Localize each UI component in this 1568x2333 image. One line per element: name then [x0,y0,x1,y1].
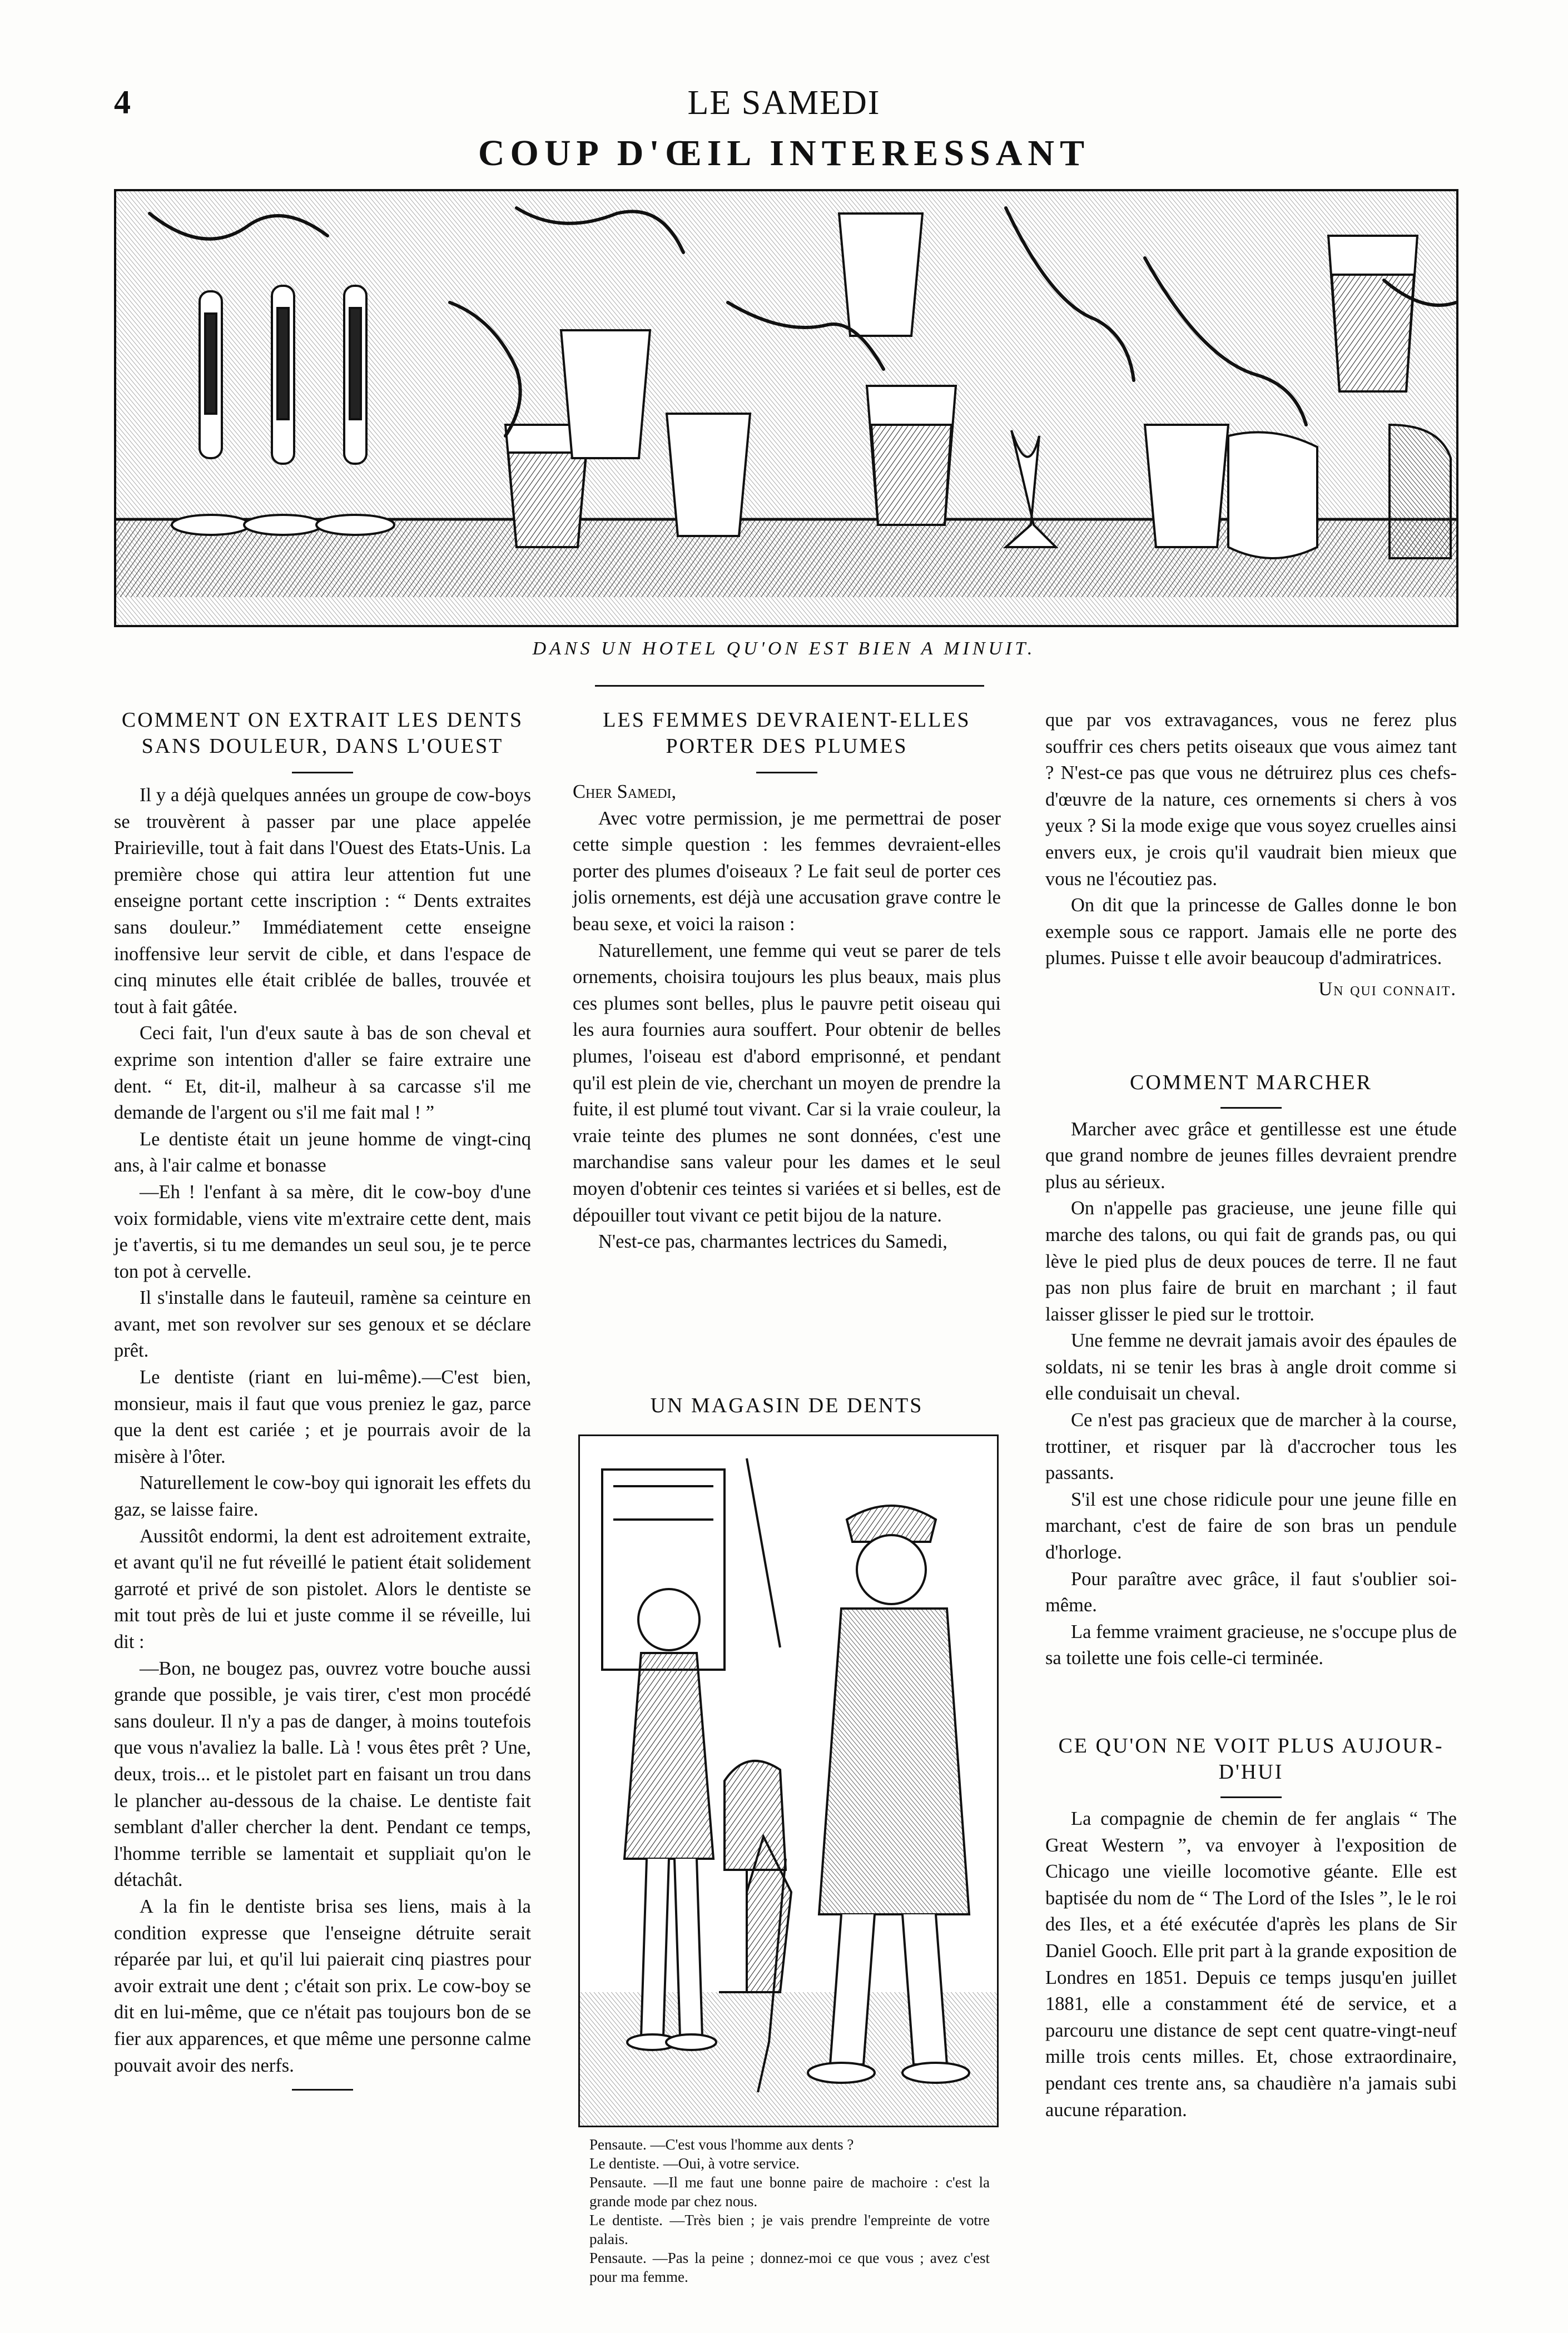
caption-rule [595,685,984,687]
page-number: 4 [114,84,131,121]
article-title-dentist-line1: COMMENT ON EXTRAIT LES DENTS [121,708,524,732]
paragraph-continued: que par vos extravagances, vous ne ferez plus souffrir ces chers petits oiseaux que vous aimez tant ? N'est-ce pas que vous ne détruirez plus ces chefs-d'œuvre de la nature, ces ornements si chers à vos yeux ? Si la mode exige que vous soyez cruelles ainsi envers eux, je crois qu'il vaudrait bien mieux que vous ne l'écoutiez pas. [1045,709,1457,890]
column-left [114,707,531,2091]
cartoon-title: UN MAGASIN DE DENTS [650,1394,924,1417]
paragraph: Ceci fait, l'un d'eux saute à bas de son cheval et exprime son intention d'aller se faire extraire une dent. “ Et, dit-il, malheur à sa carcasse s'il me demande de l'argent ou s'il me fait mal ! ” [114,1022,531,1124]
bar-scene-drawing [116,191,1456,625]
signature: Un qui connait. [1318,978,1457,1000]
paragraph: Une femme ne devrait jamais avoir des épaules de soldats, ni se tenir les bras à angle droit comme si elle conduisait un cheval. [1045,1330,1457,1404]
dialog-line: Le dentiste. —Oui, à votre service. [589,2155,800,2172]
paragraph: N'est-ce pas, charmantes lectrices du Samedi, [598,1231,947,1253]
paragraph: Le dentiste était un jeune homme de vingt-cinq ans, à l'air calme et bonasse [114,1128,531,1177]
dialog-line: Pensaute. —C'est vous l'homme aux dents ? [589,2136,854,2153]
dialog-line: Le dentiste. —Très bien ; je vais prendre l'empreinte de votre palais. [589,2212,990,2247]
banner-title: COUP D'ŒIL INTERESSANT [478,133,1090,173]
end-rule [292,2089,353,2091]
paragraph: —Eh ! l'enfant à sa mère, dit le cow-boy d'une voix formidable, viens vite m'extraire cette dent, mais je t'avertis, si tu me demandes un seul sou, je te perce ton pot à cervelle. [114,1181,531,1282]
dentist-cartoon-illustration [578,1434,999,2127]
bar-scene-illustration [114,189,1458,627]
paragraph: On dit que la princesse de Galles donne le bon exemple sous ce rapport. Jamais elle ne porte des plumes. Puisse t elle avoir beaucoup d'admiratrices. [1045,895,1457,969]
dialog-line: Pensaute. —Il me faut une bonne paire de machoire : c'est la grande mode par chez nous. [589,2174,990,2210]
paragraph: S'il est une chose ridicule pour une jeune fille en marchant, c'est de faire de son bras un pendule d'horloge. [1045,1488,1457,1563]
article-title-feathers-line1: LES FEMMES DEVRAIENT-ELLES [603,708,971,732]
paragraph: Ce n'est pas gracieux que de marcher à la course, trottiner, et risquer par là d'accrocher tous les passants. [1045,1409,1457,1484]
paragraph: La compagnie de chemin de fer anglais “ The Great Western ”, va envoyer à l'exposition de Chicago une vieille locomotive géante. Elle est baptisée du nom de “ The Lord of the Isles ”, le le roi des Iles, et a été exécutée d'après les plans de Sir Daniel Gooch. Elle prit part à la grande exposition de Londres en 1851. Depuis ce temps jusqu'en juillet 1881, elle a constamment été de service, et a parcouru une distance de sept cent quatre-vingt-neuf mille trois cents milles. Et, chose extraordinaire, pendant ces trente ans, sa chaudière n'a jamais subi aucune réparation. [1045,1808,1457,2121]
article-title-dentist-line2: SANS DOULEUR, DANS L'OUEST [141,734,504,758]
paragraph: Le dentiste (riant en lui-même).—C'est bien, monsieur, mais il faut que vous preniez le gaz, parce que la dent est cariée ; et je pourrais avoir de la misère à l'ôter. [114,1367,531,1467]
paragraph: Marcher avec grâce et gentillesse est une étude que grand nombre de jeunes filles devraient prendre plus au sérieux. [1045,1118,1457,1193]
title-rule [1220,1107,1282,1109]
paragraph: —Bon, ne bougez pas, ouvrez votre bouche aussi grande que possible, je vais tirer, c'est mon procédé sans douleur. Il n'y a pas de danger, à moins toutefois que vous n'avaliez la balle. Là ! vous êtes prêt ? Une, deux, trois... et le pistolet part en faisant un trou dans le plancher au-dessous de la chaise. Le dentiste fait semblant d'aller chercher la dent. Pendant ce temps, l'homme terrible se lamentait et suppliait qu'on le détachât. [114,1657,531,1891]
paragraph: Aussitôt endormi, la dent est adroitement extraite, et avant qu'il ne fut réveillé le patient était solidement garroté et privé de son pistolet. Alors le dentiste se mit tout près de lui et juste comme il se réveille, lui dit : [114,1525,531,1652]
article-title-walking: COMMENT MARCHER [1130,1070,1372,1094]
paragraph: Pour paraître avec grâce, il faut s'oublier soi-même. [1045,1568,1457,1616]
paragraph: Il s'installe dans le fauteuil, ramène sa ceinture en avant, met son revolver sur ses genoux et se déclare prêt. [114,1287,531,1362]
paragraph: La femme vraiment gracieuse, ne s'occupe plus de sa toilette une fois celle-ci terminée. [1045,1621,1457,1669]
dentist-cartoon-drawing [580,1436,997,2126]
paragraph: A la fin le dentiste brisa ses liens, mais à la condition expresse que l'enseigne détruite serait réparée par lui, et qu'il lui paierait cinq piastres pour avoir extrait une dent ; c'était son prix. Le cow-boy se dit en lui-même, que ce n'était pas toujours bon de se fier aux apparences, et que même une personne calme pouvait avoir des nerfs. [114,1895,531,2076]
paragraph: Avec votre permission, je me permettrai de poser cette simple question : les femmes devraient-elles porter des plumes d'oiseaux ? Le fait seul de porter ces jolis ornements, est déjà une accusation grave contre le beau sexe, et voici la raison : [573,807,1001,935]
title-rule [1220,1796,1282,1798]
article-title-locomotive-line1: CE QU'ON NE VOIT PLUS AUJOUR- [1058,1734,1444,1758]
masthead: LE SAMEDI [687,84,881,122]
paragraph: Naturellement le cow-boy qui ignorait les effets du gaz, se laisse faire. [114,1472,531,1521]
paragraph: Il y a déjà quelques années un groupe de cow-boys se trouvèrent à passer par une place appelée Prairieville, tout à fait dans l'Ouest des Etats-Unis. La première chose qui attira leur attention fut une enseigne portant cette inscription : “ Dents extraites sans douleur.” Immédiatement cette enseigne inoffensive leur servit de cible, et dans l'espace de cinq minutes elle était criblée de balles, trouvée et tout à fait gâtée. [114,785,531,1017]
column-right [1045,707,1457,2123]
paragraph: On n'appelle pas gracieuse, une jeune fille qui marche des talons, ou qui fait de grands pas, ou qui lève le pied plus de deux pouces de terre. Il ne faut pas non plus faire de bruit en marchant ; il faut laisser glisser le pied sur le trottoir. [1045,1198,1457,1325]
title-rule [756,772,817,773]
article-title-feathers-line2: PORTER DES PLUMES [666,734,908,758]
dialog-line: Pensaute. —Pas la peine ; donnez-moi ce que vous ; avez c'est pour ma femme. [589,2250,990,2285]
title-rule [292,772,353,773]
article-title-locomotive-line2: D'HUI [1218,1760,1284,1784]
paragraph: Naturellement, une femme qui veut se parer de tels ornements, choisira toujours les plus beaux, mais plus ces plumes sont belles, plus le pauvre petit oiseau qui les aura fournies aura souffert. Pour obtenir de belles plumes, l'oiseau est d'abord emprisonné, et pendant qu'il est plein de vie, cherchant un moyen de prendre la fuite, il est plumé tout vivant. Car si la vraie couleur, la vraie teinte des plumes ne sont données, c'est une marchandise sans valeur pour les dames et le seul moyen d'obtenir ces teintes si variées et si belles, est de dépouiller tout vivant ce petit bijou de la nature. [573,940,1001,1226]
illustration-caption: DANS UN HOTEL QU'ON EST BIEN A MINUIT. [532,638,1036,659]
salutation: Cher Samedi, [573,781,677,802]
column-middle [573,707,1001,1255]
cartoon-dialog [589,2135,990,2286]
